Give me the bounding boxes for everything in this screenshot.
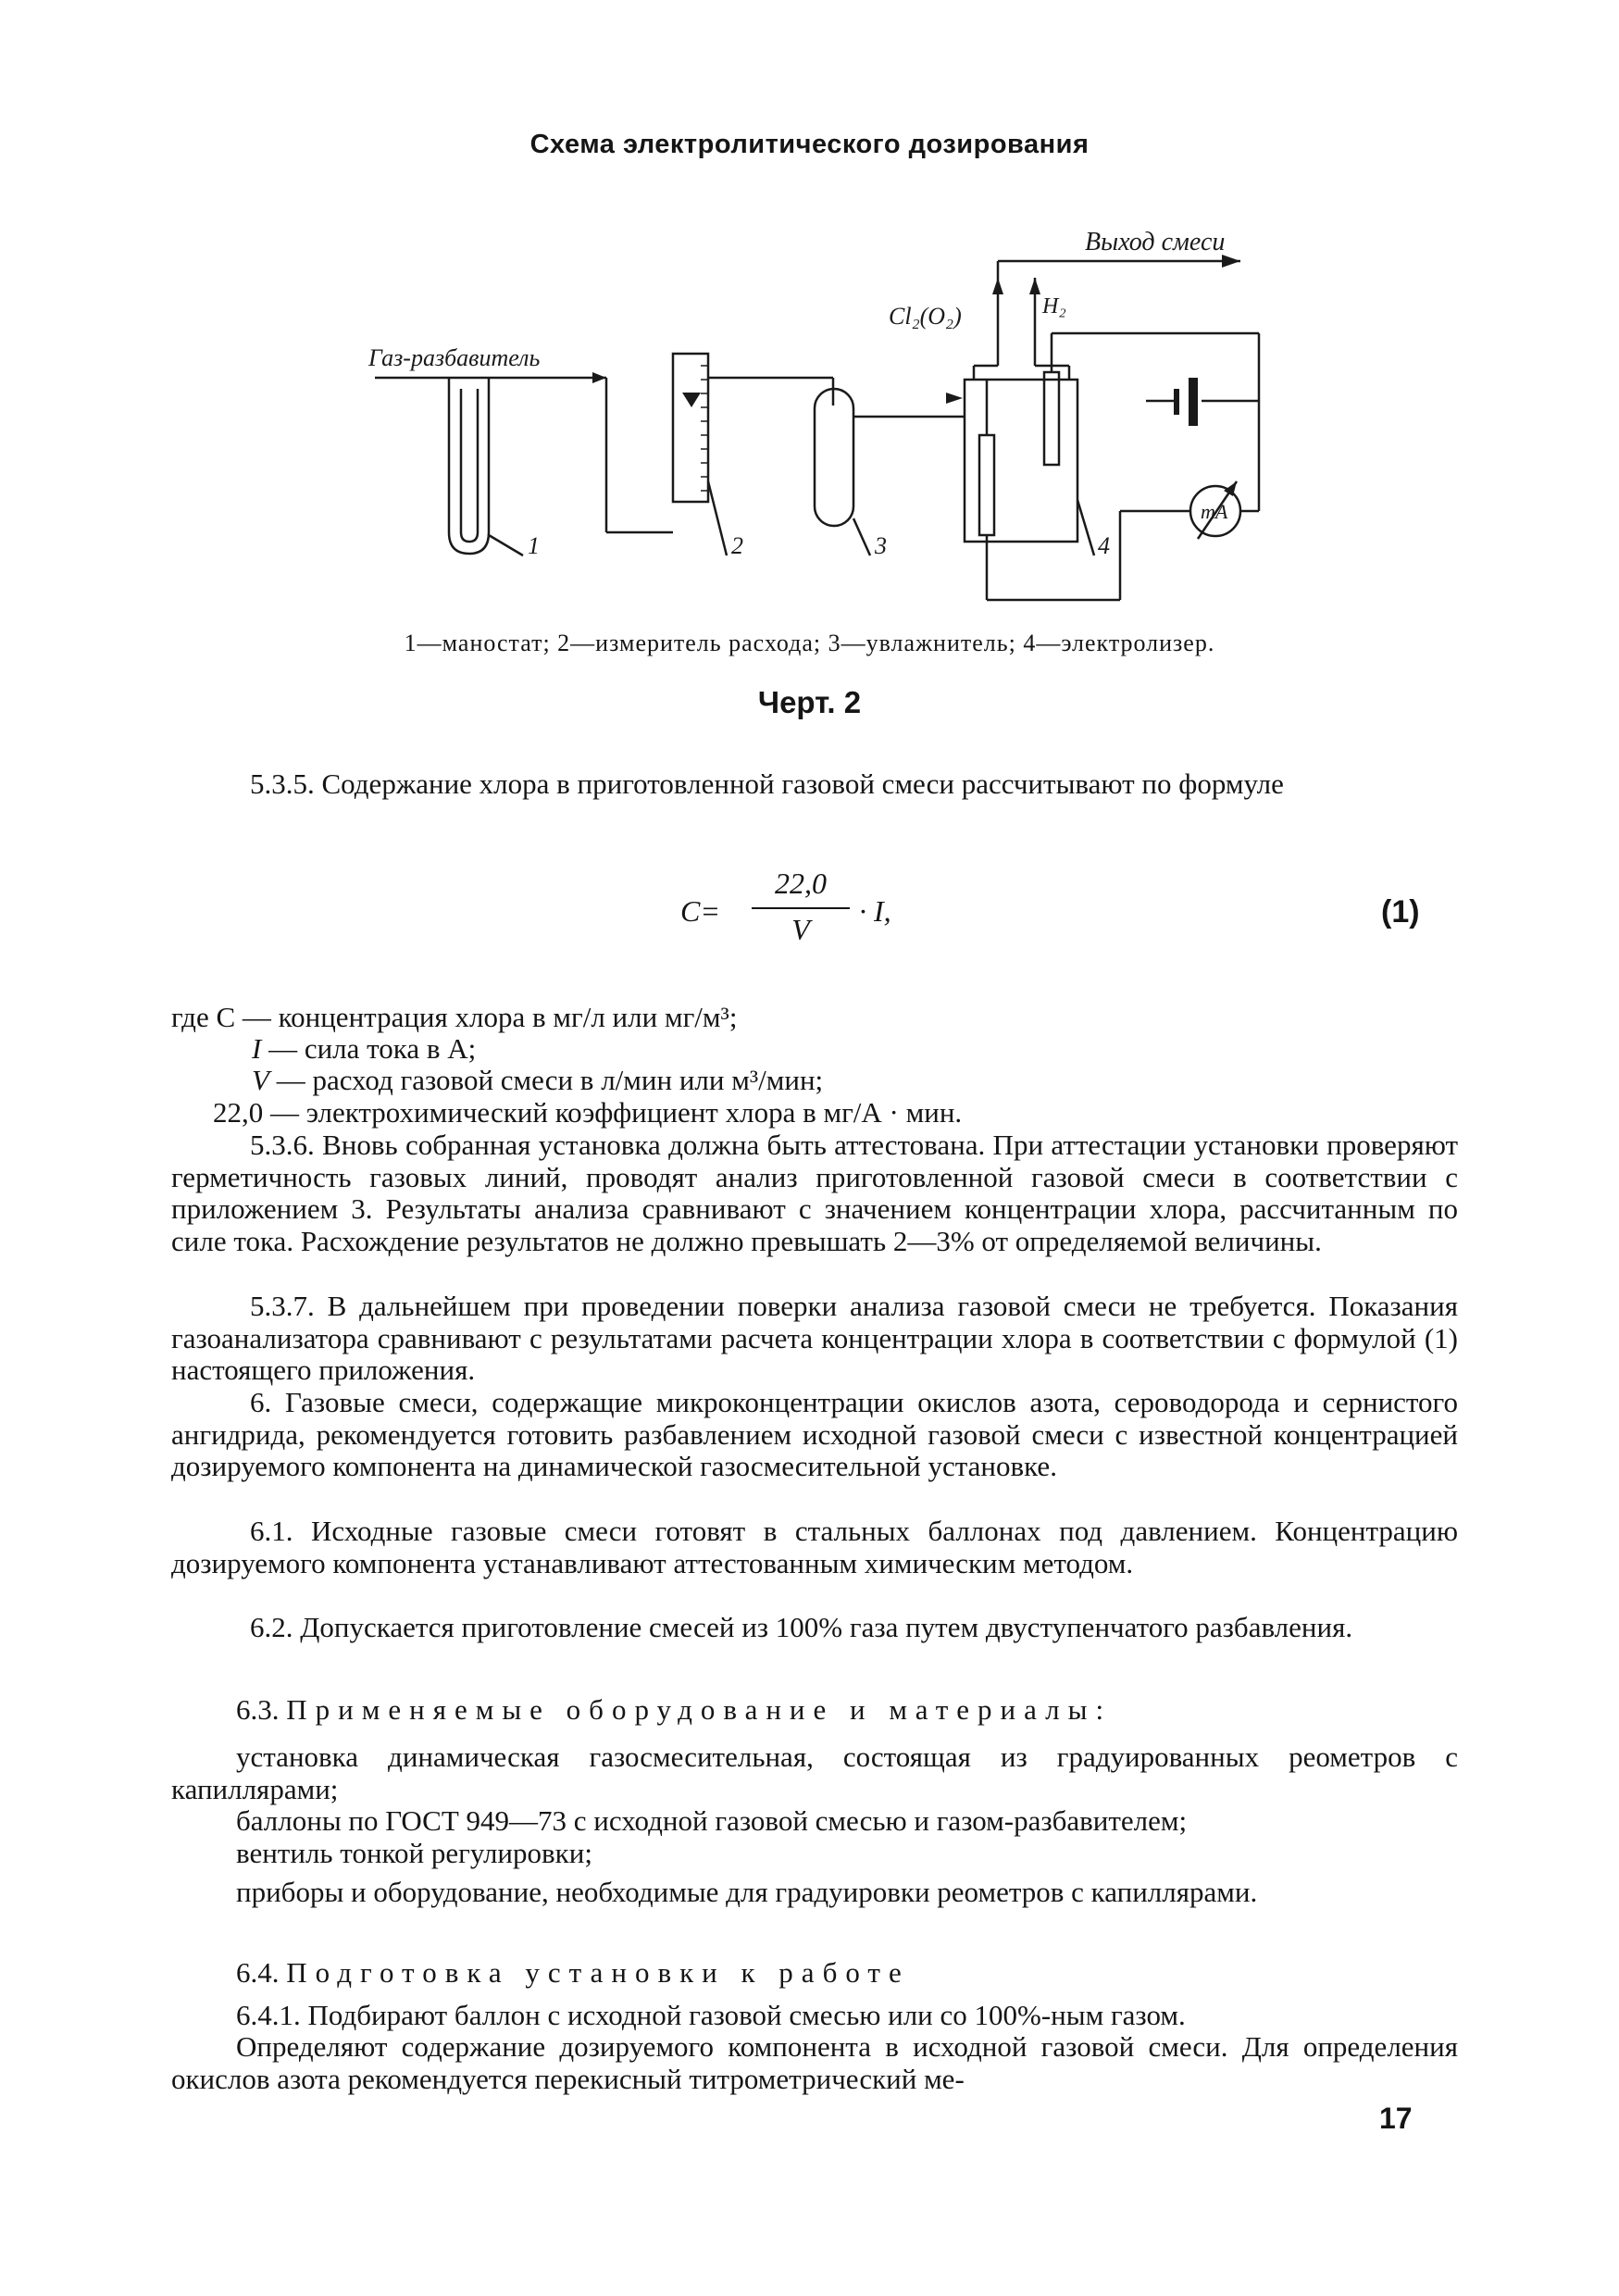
paragraph-5-3-5: 5.3.5. Содержание хлора в приготовленной газовой смеси рассчитывают по формуле bbox=[250, 767, 1284, 800]
def-text: — электрохимический коэффициент хлора в мг/А · мин. bbox=[270, 1096, 963, 1129]
definition-c bbox=[171, 1002, 737, 1034]
def-text: — концентрация хлора в мг/л или мг/м³; bbox=[242, 1001, 738, 1033]
cl2-label: Cl₂(O₂) bbox=[889, 303, 962, 330]
figure-title: Схема электролитического дозирования bbox=[529, 130, 1090, 159]
list-item-1: установка динамическая газосмесительная, состоящая из градуированных реометров с капиллярами; bbox=[171, 1741, 1458, 1805]
paragraph-6: 6. Газовые смеси, содержащие микроконцентрации окислов азота, сероводорода и сернистого ангидрида, рекомендуется готовить разбавлением исходной газовой смеси с известной концентрацией дозируемого компонента на динамической газосмесительной установке. bbox=[171, 1386, 1458, 1483]
list-item-3: вентиль тонкой регулировки; bbox=[236, 1837, 592, 1869]
fraction-bar bbox=[752, 907, 850, 909]
humidifier-body bbox=[815, 389, 853, 526]
diluent-arrow bbox=[592, 372, 606, 383]
electrolytic-dosing-diagram bbox=[0, 0, 1619, 630]
float-marker bbox=[682, 393, 701, 407]
formula-lhs: C= bbox=[680, 894, 720, 928]
list-item-2: баллоны по ГОСТ 949—73 с исходной газовой смесью и газом-разбавителем; bbox=[236, 1804, 1188, 1837]
section-title: Подготовка установки к работе bbox=[286, 1956, 910, 1989]
formula-numerator: 22,0 bbox=[775, 867, 827, 900]
number-1-label: 1 bbox=[528, 532, 540, 559]
def-symbol: V bbox=[252, 1064, 269, 1096]
def-symbol: I bbox=[252, 1032, 262, 1065]
formula-denominator: V bbox=[791, 913, 810, 946]
number-4-label: 4 bbox=[1098, 532, 1110, 559]
formula-number: (1) bbox=[1381, 894, 1420, 930]
paragraph-6-1: 6.1. Исходные газовые смеси готовят в стальных баллонах под давлением. Концентрацию дозируемого компонента устанавливают аттестованным химическим методом. bbox=[171, 1515, 1458, 1579]
def-text: — расход газовой смеси в л/мин или м³/мин; bbox=[276, 1064, 824, 1096]
section-number: 6.3. bbox=[236, 1693, 280, 1726]
paragraph-5-3-7: 5.3.7. В дальнейшем при проведении поверки анализа газовой смеси не требуется. Показания газоанализатора сравнивают с результатами расчета концентрации хлора в соответствии с формулой (1) настоящего приложения. bbox=[171, 1290, 1458, 1387]
definition-v bbox=[252, 1065, 823, 1097]
outlet-label: Выход смеси bbox=[1085, 228, 1226, 256]
paragraph-6-4-1: 6.4.1. Подбирают баллон с исходной газовой смесью или со 100%-ным газом. bbox=[236, 1999, 1186, 2031]
inflow-arrow bbox=[946, 393, 963, 404]
flow-meter-body bbox=[673, 354, 708, 502]
formula-rhs: · I, bbox=[859, 894, 891, 928]
def-symbol: 22,0 bbox=[213, 1096, 264, 1129]
section-number: 6.4. bbox=[236, 1956, 280, 1989]
number-3-label: 3 bbox=[875, 532, 887, 559]
paragraph-6-2: 6.2. Допускается приготовление смесей из 100% газа путем двуступенчатого разбавления. bbox=[250, 1611, 1353, 1643]
manostat-inner bbox=[461, 389, 478, 542]
paragraph-5-3-6: 5.3.6. Вновь собранная установка должна быть аттестована. При аттестации установки проверяют герметичность газовых линий, проводят анализ приготовленной газовой смеси в соответствии с приложением 3. Результаты анализа сравнивают с значением концентрации хлора, рассчитанным по силе тока. Расхождение результатов не должно превышать 2—3% от определяемой величины. bbox=[171, 1129, 1458, 1257]
number-2-label: 2 bbox=[731, 532, 743, 559]
def-symbol: где C bbox=[171, 1001, 236, 1033]
electrolyzer-body bbox=[965, 380, 1077, 542]
section-6-3-heading bbox=[236, 1694, 1112, 1727]
diluent-label: Газ-разбавитель bbox=[368, 344, 541, 371]
paragraph-6-4-1-continued: Определяют содержание дозируемого компонента в исходной газовой смеси. Для определения окислов азота рекомендуется перекисный титрометрический ме- bbox=[171, 2030, 1458, 2095]
ma-label: mA bbox=[1201, 500, 1228, 523]
list-item-4: приборы и оборудование, необходимые для градуировки реометров с капиллярами. bbox=[236, 1876, 1258, 1908]
section-title: Применяемые оборудование и материалы: bbox=[286, 1693, 1113, 1726]
manostat-outer bbox=[449, 378, 489, 554]
def-text: — сила тока в А; bbox=[268, 1032, 477, 1065]
definition-i bbox=[252, 1033, 476, 1066]
outlet-arrow bbox=[1222, 255, 1240, 268]
section-6-4-heading bbox=[236, 1957, 910, 1990]
formula-1 bbox=[0, 861, 1619, 963]
page-number: 17 bbox=[1379, 2102, 1413, 2135]
h2-label: H₂ bbox=[1042, 294, 1066, 318]
definition-coefficient bbox=[213, 1097, 962, 1129]
figure-caption: 1—маностат; 2—измеритель расхода; 3—увлажнитель; 4—электролизер. bbox=[404, 630, 1215, 656]
figure-number: Черт. 2 bbox=[757, 685, 862, 719]
